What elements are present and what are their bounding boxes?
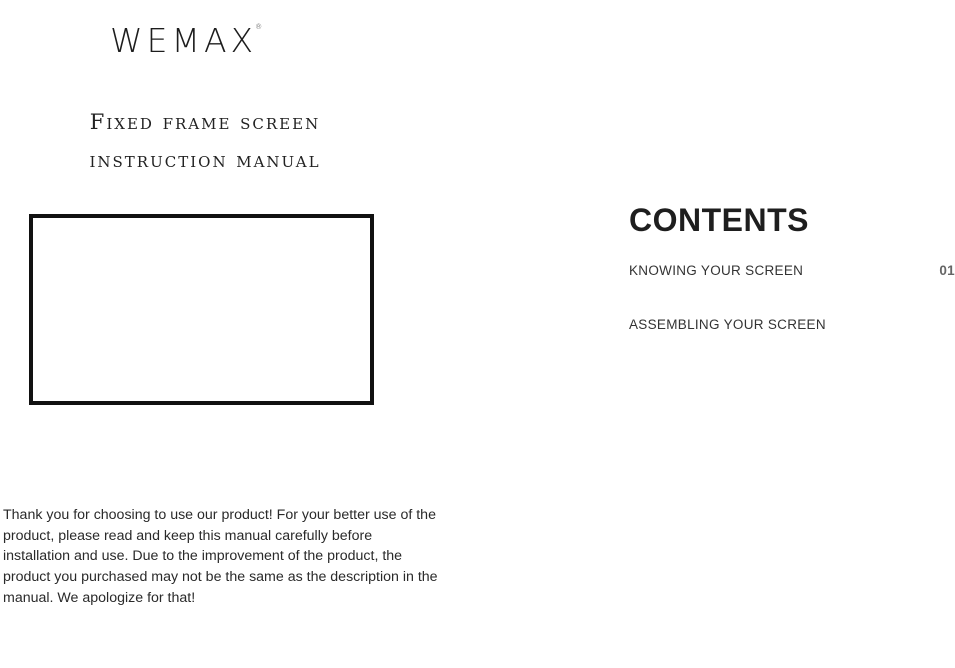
manual-title-line2: instruction manual bbox=[89, 148, 321, 172]
screen-illustration bbox=[29, 214, 374, 405]
brand-logo-text: WEMAX bbox=[110, 21, 258, 60]
brand-logo bbox=[110, 21, 263, 60]
intro-text: Thank you for choosing to use our product! For your better use of the product, please read and keep this manual carefully before installation and use. Due to the improvement of the product, the product you purchased may not be the same as the description in the manual. We apologize for that! bbox=[3, 507, 438, 606]
manual-title-line1: Fixed frame screen bbox=[89, 110, 321, 134]
toc-item-label: ASSEMBLING YOUR SCREEN bbox=[629, 317, 826, 332]
toc-item-assembling-your-screen[interactable] bbox=[629, 317, 950, 332]
toc-page-number: 01 bbox=[939, 263, 955, 278]
toc-item-label: KNOWING YOUR SCREEN bbox=[629, 263, 804, 278]
toc-item-knowing-your-screen[interactable] bbox=[629, 263, 955, 278]
registered-mark: ® bbox=[255, 23, 263, 31]
intro-paragraph bbox=[3, 505, 443, 609]
contents-heading: CONTENTS bbox=[629, 202, 809, 238]
